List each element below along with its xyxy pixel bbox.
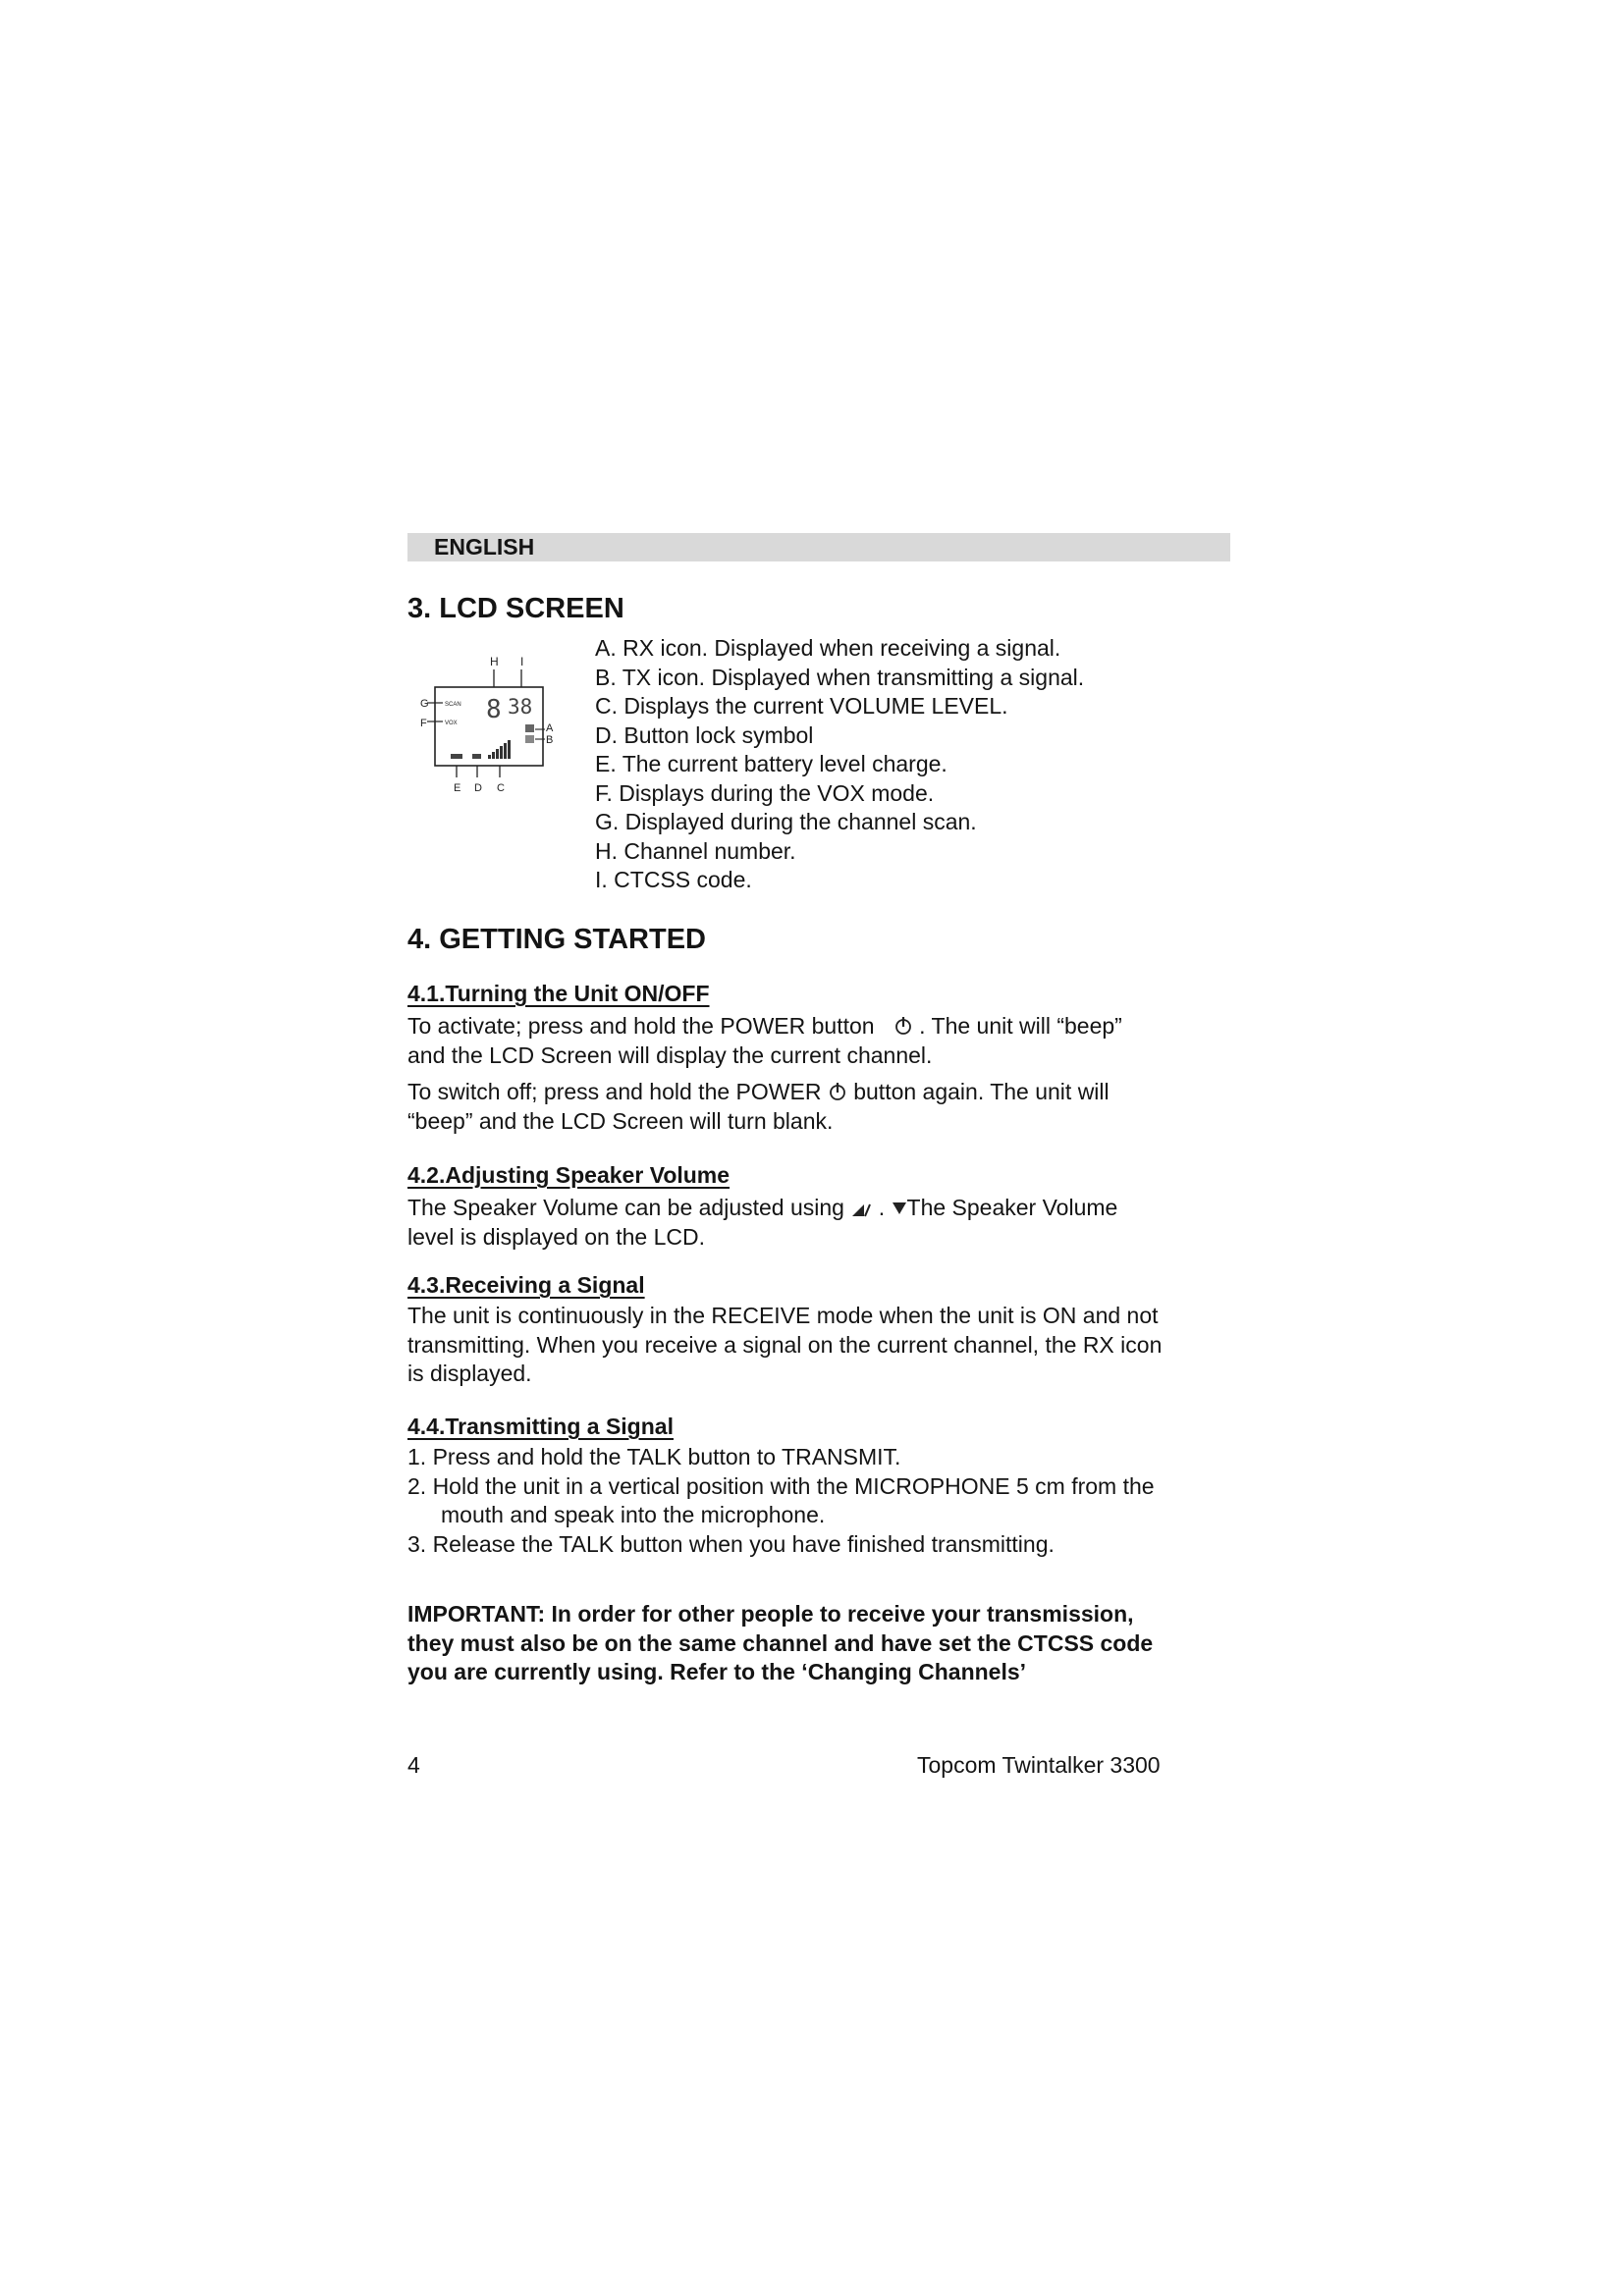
text-line: you are currently using. Refer to the ‘Changing Channels’: [407, 1659, 1027, 1684]
text-line: and the LCD Screen will display the current channel.: [407, 1041, 933, 1068]
volume-down-icon: [892, 1201, 907, 1218]
text-line: The unit is continuously in the RECEIVE mode when the unit is ON and not: [407, 1303, 1159, 1328]
legend-item: H. Channel number.: [595, 837, 796, 864]
subsection-4-3-text: [407, 1302, 1232, 1389]
text-span: To switch off; press and hold the POWER: [407, 1079, 822, 1104]
lcd-vox: VOX: [445, 721, 458, 726]
legend-item: E. The current battery level charge.: [595, 751, 947, 776]
label-d: D: [474, 782, 482, 794]
lcd-scan: SCAN: [445, 702, 461, 708]
power-icon: [893, 1015, 913, 1037]
subsection-4-4-steps: [407, 1443, 1232, 1559]
language-label: ENGLISH: [434, 534, 535, 560]
label-g: G: [420, 698, 429, 710]
subsection-4-2-heading: 4.2.Adjusting Speaker Volume: [407, 1162, 731, 1188]
text-line: is displayed.: [407, 1361, 532, 1386]
subsection-4-1-text: [407, 1012, 1232, 1136]
language-bar: [407, 533, 1230, 561]
label-i: I: [520, 655, 524, 668]
text-span: The Speaker Volume: [906, 1195, 1118, 1220]
text-line: “beep” and the LCD Screen will turn blank.: [407, 1107, 834, 1134]
legend-item: A. RX icon. Displayed when receiving a signal.: [595, 635, 1061, 661]
lcd-legend: [595, 634, 1084, 895]
legend-item: B. TX icon. Displayed when transmitting a signal.: [595, 664, 1085, 690]
subsection-4-1-heading: 4.1.Turning the Unit ON/OFF: [407, 981, 710, 1006]
power-icon: [828, 1081, 847, 1102]
text-span: . The unit will “beep”: [919, 1013, 1122, 1039]
subsection-4-4-heading: 4.4.Transmitting a Signal: [407, 1414, 674, 1439]
section-4-title: 4. GETTING STARTED: [407, 924, 706, 955]
lcd-code-digits: 38: [508, 695, 533, 719]
text-line: IMPORTANT: In order for other people to receive your transmission,: [407, 1601, 1134, 1627]
step-item: 3. Release the TALK button when you have finished transmitting.: [407, 1530, 1055, 1557]
lcd-screen-diagram: [417, 652, 565, 799]
subsection-4-2-text: [407, 1194, 1232, 1252]
text-span: The Speaker Volume can be adjusted using: [407, 1195, 844, 1220]
label-b: B: [546, 734, 554, 746]
legend-item: G. Displayed during the channel scan.: [595, 809, 977, 834]
label-h: H: [490, 655, 499, 668]
footer-product-name: Topcom Twintalker 3300: [917, 1752, 1161, 1778]
label-c: C: [497, 782, 505, 794]
legend-item: F. Displays during the VOX mode.: [595, 779, 935, 806]
page-number: 4: [407, 1752, 420, 1778]
text-span: .: [878, 1195, 886, 1220]
step-item-continuation: mouth and speak into the microphone.: [441, 1502, 826, 1527]
text-line: transmitting. When you receive a signal on the current channel, the RX icon: [407, 1331, 1163, 1358]
lcd-channel-digit: 8: [486, 695, 502, 724]
volume-up-icon: [850, 1201, 872, 1218]
text-span: button again. The unit will: [853, 1079, 1110, 1104]
step-item: 1. Press and hold the TALK button to TRANSMIT.: [407, 1444, 901, 1469]
text-line: they must also be on the same channel and have set the CTCSS code: [407, 1629, 1154, 1656]
label-f: F: [420, 718, 427, 729]
legend-item: C. Displays the current VOLUME LEVEL.: [595, 693, 1008, 719]
legend-item: D. Button lock symbol: [595, 721, 814, 748]
subsection-4-3-heading: 4.3.Receiving a Signal: [407, 1272, 645, 1298]
important-note: [407, 1600, 1232, 1687]
label-a: A: [546, 722, 554, 734]
text-span: To activate; press and hold the POWER button: [407, 1013, 875, 1039]
legend-item: I. CTCSS code.: [595, 867, 752, 892]
step-item: 2. Hold the unit in a vertical position with the MICROPHONE 5 cm from the: [407, 1472, 1155, 1499]
label-e: E: [454, 782, 461, 794]
text-line: level is displayed on the LCD.: [407, 1223, 705, 1250]
section-3-title: 3. LCD SCREEN: [407, 593, 624, 624]
